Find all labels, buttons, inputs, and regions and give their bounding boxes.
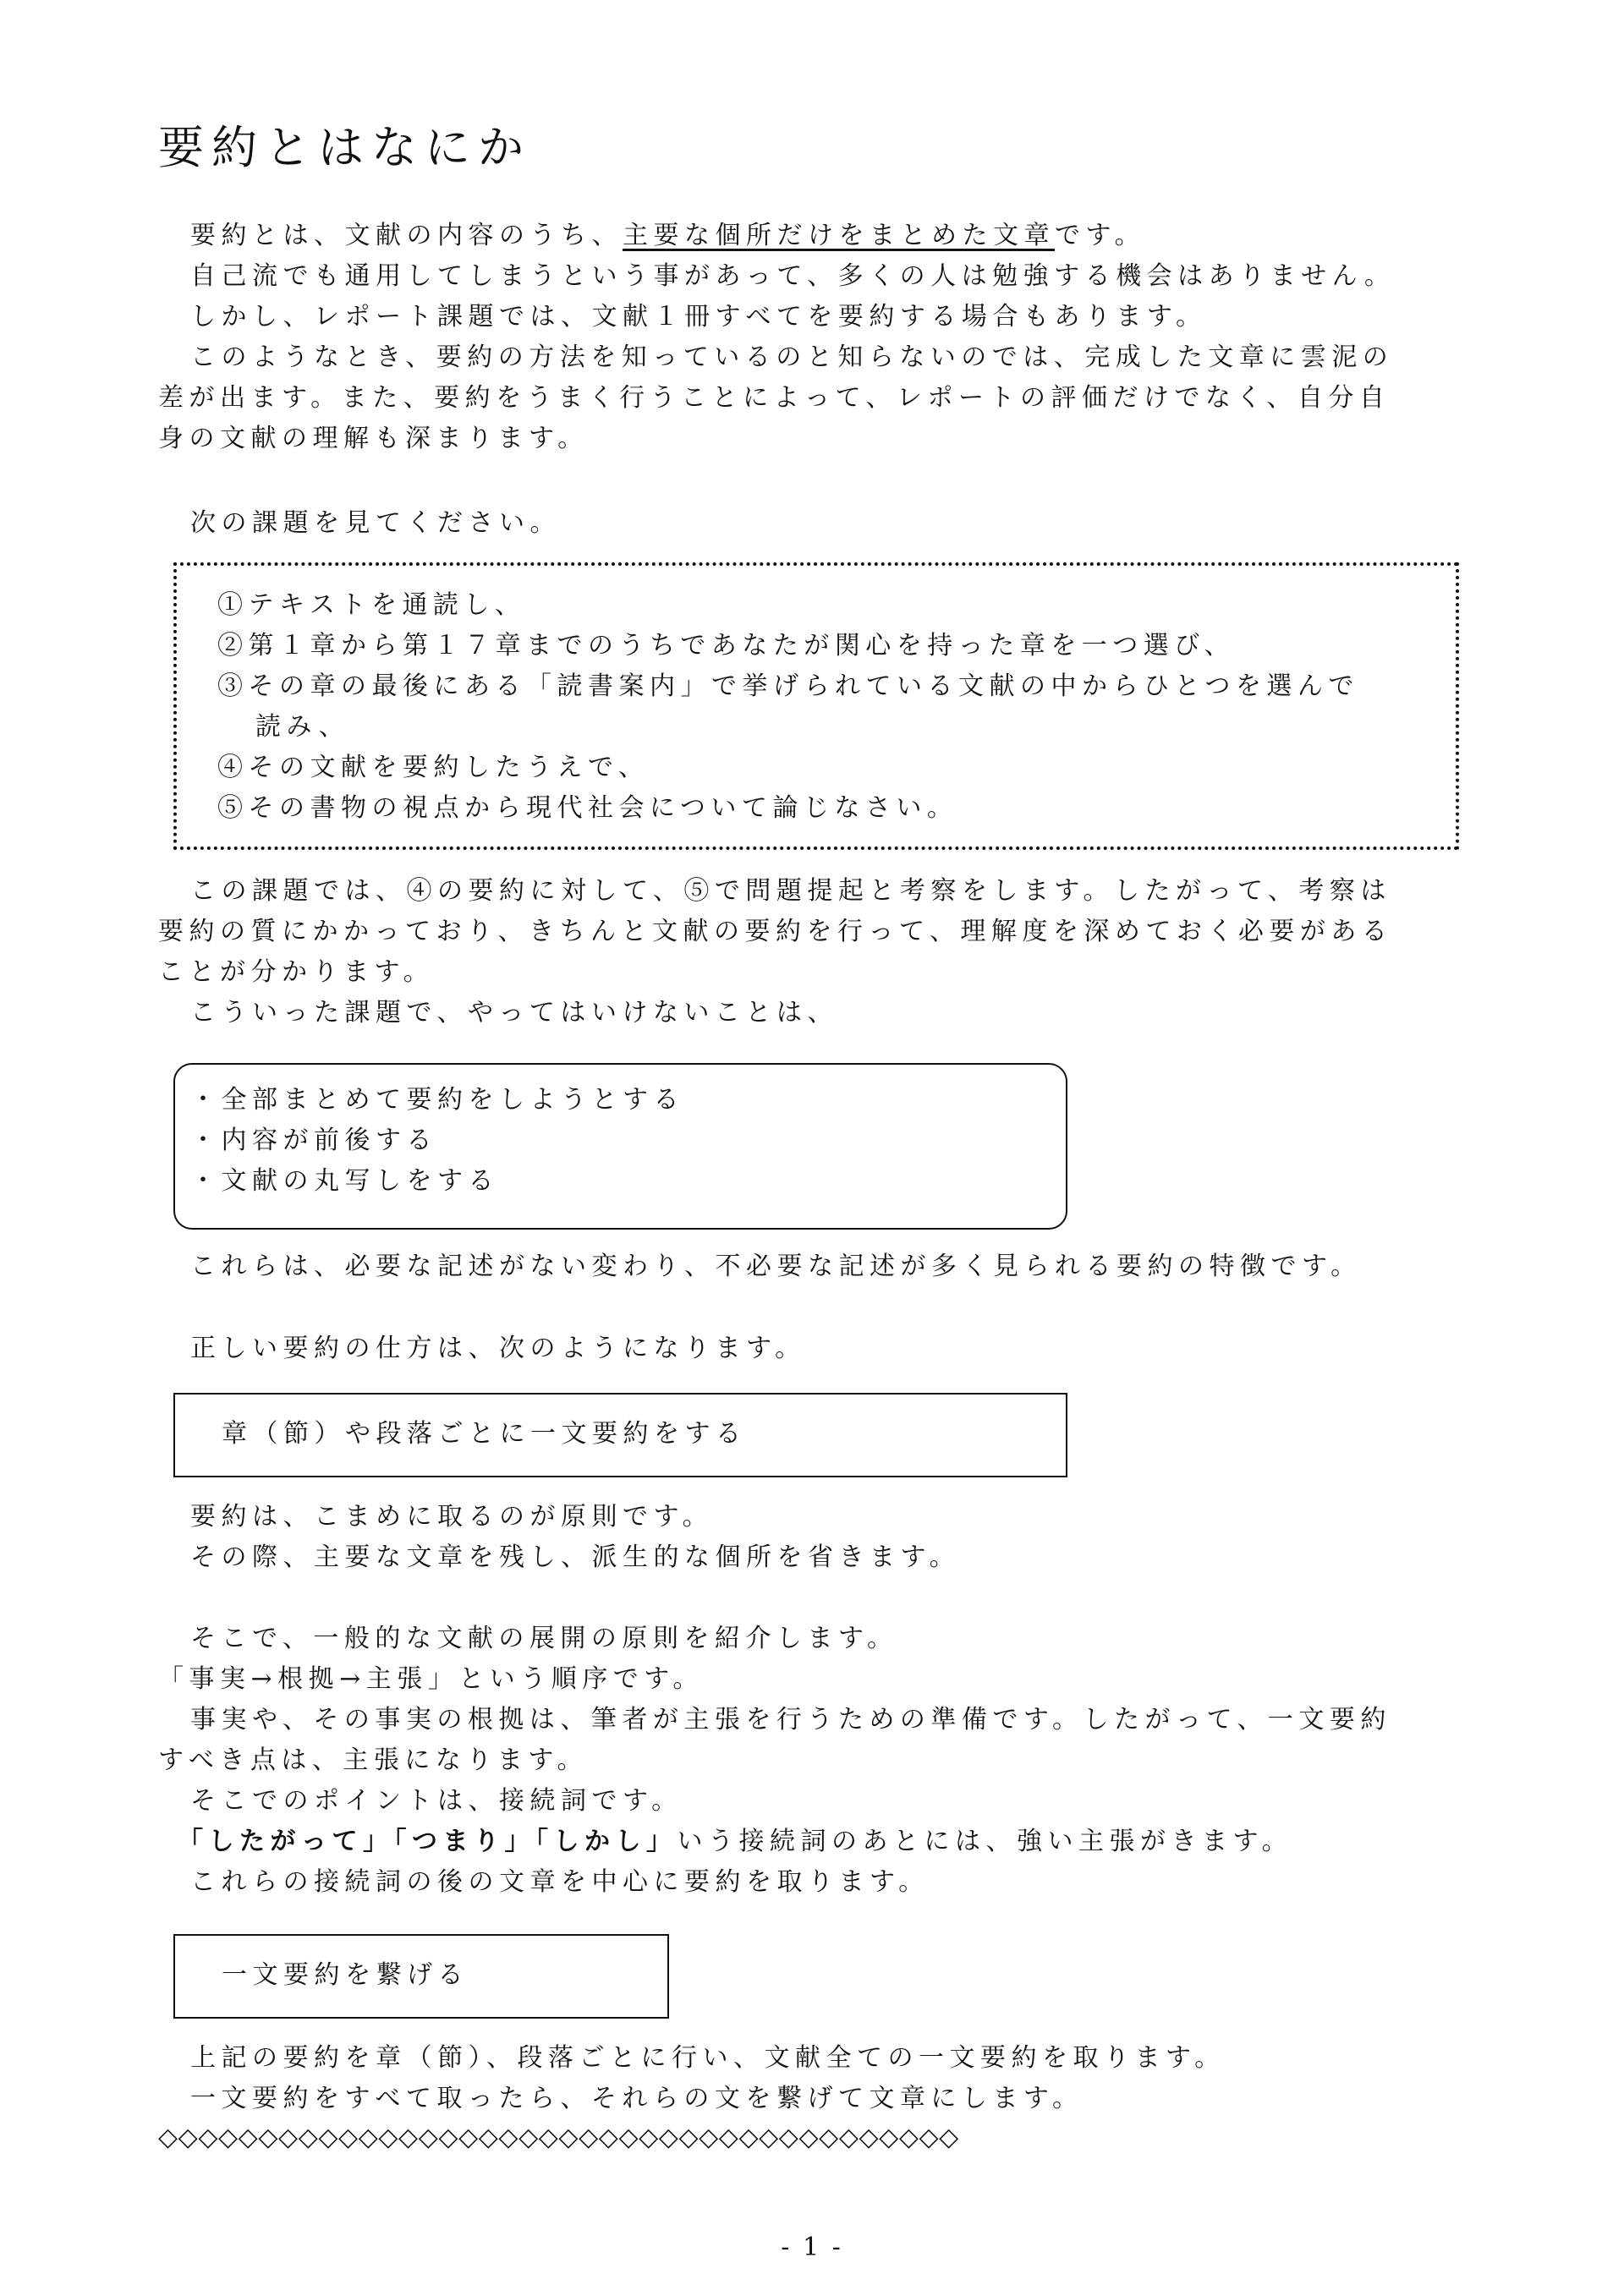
intro-underlined-phrase: 主要な個所だけをまとめた文章: [623, 221, 1055, 250]
conjunctions-rest: いう接続詞のあとには、強い主張がきます。: [677, 1827, 1293, 1856]
task-item-3-cont: 読み、: [255, 712, 350, 742]
step2-line-1: 上記の要約を章（節）、段落ごとに行い、文献全ての一文要約を取ります。: [190, 2043, 1226, 2073]
step2-heading: 一文要約を繋げる: [222, 1960, 469, 1990]
intro-line-6: 身の文献の理解も深まります。: [158, 424, 589, 453]
step1-line-1: 要約は、こまめに取るのが原則です。: [190, 1502, 714, 1532]
intro-line-4: このようなとき、要約の方法を知っているのと知らないのでは、完成した文章に雲泥の: [190, 342, 1394, 372]
intro-line-2: 自己流でも通用してしまうという事があって、多くの人は勉強する機会はありません。: [190, 261, 1396, 291]
step1-line-5: 事実や、その事実の根拠は、筆者が主張を行うための準備です。したがって、一文要約: [190, 1705, 1391, 1734]
step1-line-2: その際、主要な文章を残し、派生的な個所を省きます。: [190, 1543, 961, 1572]
step1-line-4: 「事実→根拠→主張」という順序です。: [158, 1664, 704, 1694]
analysis-line-2: 要約の質にかかっており、きちんと文献の要約を行って、理解度を深めておく必要がある: [158, 917, 1393, 946]
task-item-3: ③その章の最後にある「読書案内」で挙げられている文献の中からひとつを選んで: [217, 671, 1359, 701]
dont-item-3: ・文献の丸写しをする: [190, 1166, 499, 1196]
step1-line-7: そこでのポイントは、接続詞です。: [190, 1786, 683, 1816]
dont-item-1: ・全部まとめて要約をしようとする: [190, 1085, 684, 1115]
diamond-separator: ◇◇◇◇◇◇◇◇◇◇◇◇◇◇◇◇◇◇◇◇◇◇◇◇◇◇◇◇◇◇◇◇◇◇◇◇◇◇◇◇: [158, 2123, 959, 2152]
correct-intro: 正しい要約の仕方は、次のようになります。: [190, 1334, 806, 1363]
analysis-line-3: ことが分かります。: [158, 957, 435, 987]
step1-heading: 章（節）や段落ごとに一文要約をする: [222, 1419, 747, 1449]
page-title: 要約とはなにか: [158, 121, 531, 174]
intro-text-post: です。: [1055, 221, 1146, 250]
donts-note: これらは、必要な記述がない変わり、不必要な記述が多く見られる要約の特徴です。: [190, 1252, 1362, 1281]
task-item-4: ④その文献を要約したうえで、: [217, 753, 650, 782]
task-intro: 次の課題を見てください。: [190, 508, 561, 538]
step1-line-9: これらの接続詞の後の文章を中心に要約を取ります。: [190, 1867, 930, 1897]
task-item-5: ⑤その書物の視点から現代社会について論じなさい。: [217, 793, 958, 823]
analysis-line-1: この課題では、④の要約に対して、⑤で問題提起と考察をします。したがって、考察は: [190, 876, 1391, 906]
intro-line-5: 差が出ます。また、要約をうまく行うことによって、レポートの評価だけでなく、自分自: [158, 383, 1391, 413]
step2-line-2: 一文要約をすべて取ったら、それらの文を繋げて文章にします。: [190, 2084, 1084, 2113]
conjunctions-bold: 「したがって」「つまり」「しかし」: [178, 1827, 678, 1856]
page-number: - 1 -: [781, 2233, 843, 2262]
dont-item-2: ・内容が前後する: [190, 1126, 437, 1155]
task-item-1: ①テキストを通読し、: [217, 590, 526, 620]
step1-line-8: [178, 1824, 1292, 1860]
intro-text-pre: 要約とは、文献の内容のうち、: [190, 221, 623, 250]
analysis-line-4: こういった課題で、やってはいけないことは、: [190, 998, 838, 1027]
intro-line-1: [190, 218, 1145, 254]
step1-line-6: すべき点は、主張になります。: [158, 1745, 588, 1775]
task-item-2: ②第１章から第１７章までのうちであなたが関心を持った章を一つ選び、: [217, 631, 1235, 660]
intro-line-3: しかし、レポート課題では、文献１冊すべてを要約する場合もあります。: [190, 302, 1207, 332]
step1-line-3: そこで、一般的な文献の展開の原則を紹介します。: [190, 1624, 898, 1653]
